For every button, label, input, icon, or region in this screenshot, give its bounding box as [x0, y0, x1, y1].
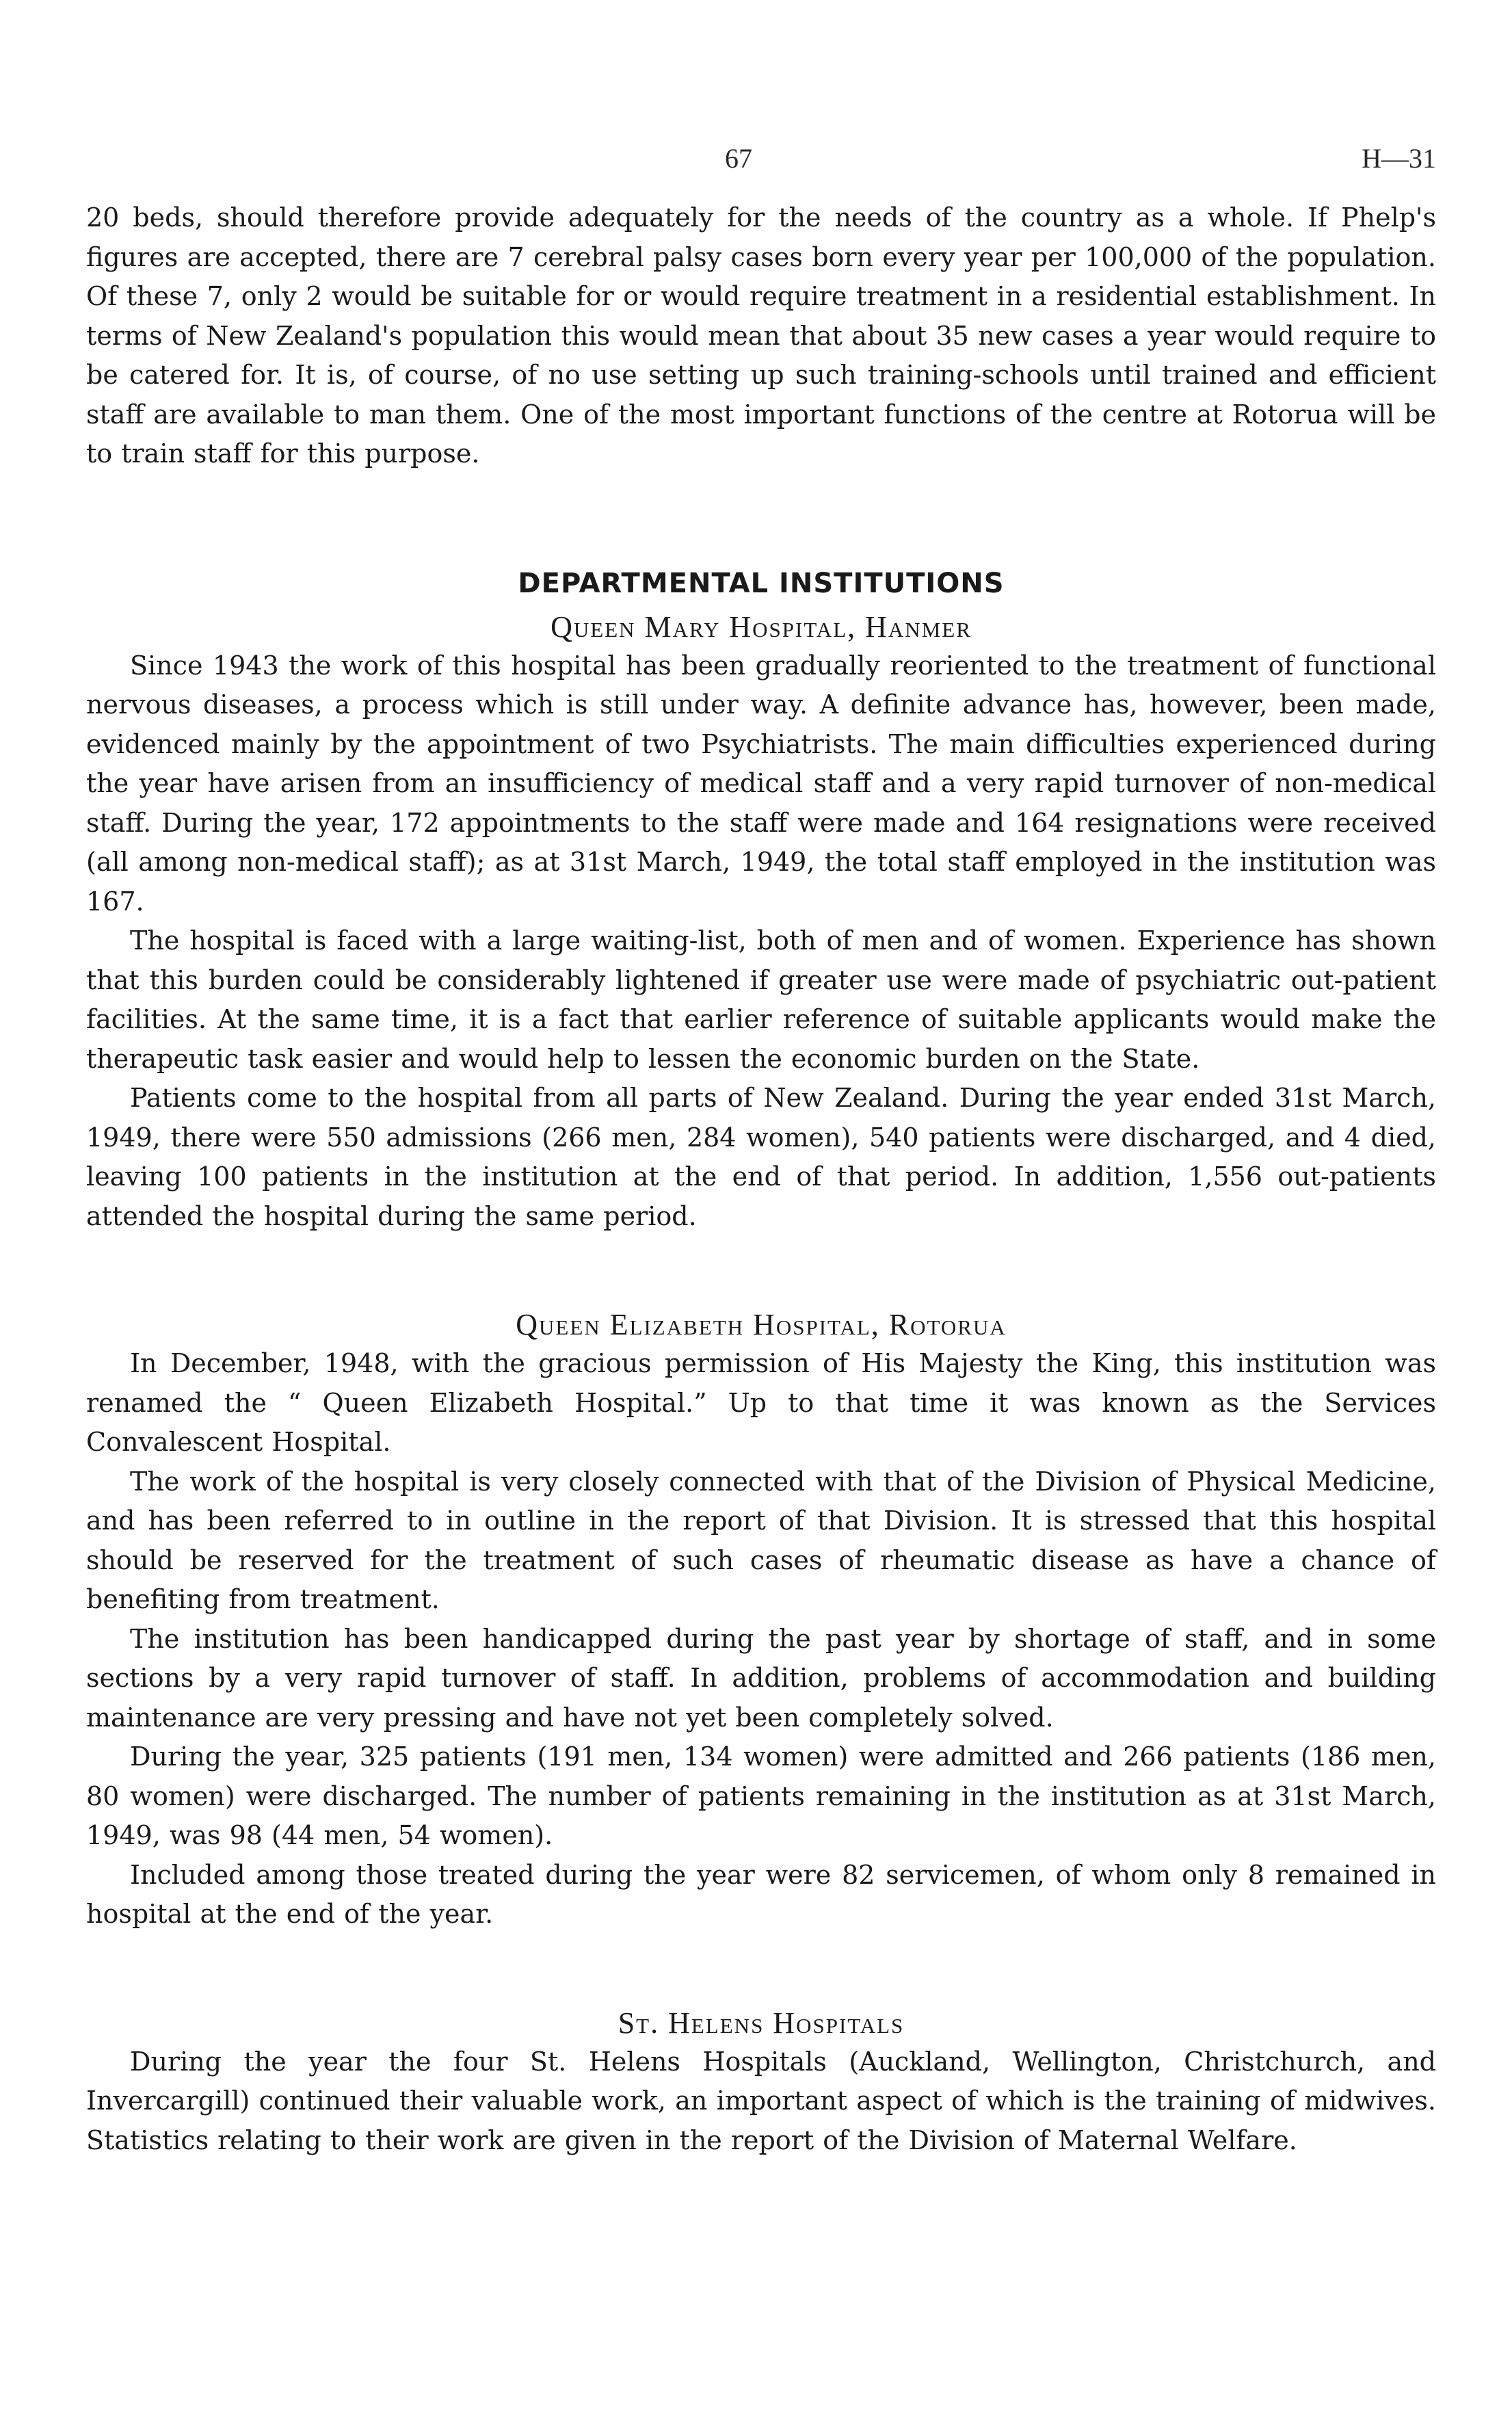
subsection-heading-queen-mary-hospital: Queen Mary Hospital, Hanmer	[551, 609, 972, 644]
paragraph: Included among those treated during the year were 82 servicemen, of whom only 8 remained in hospital at the end of the year.	[86, 1859, 1436, 1929]
paragraph: Since 1943 the work of this hospital has been gradually reoriented to the treatment of functional nervous diseases, a process which is still under way. A definite advance has, however, been made, evidenced mainly by the appointment of two Psychiatrists. The main difficulties experienced during the year have arisen from an insufficiency of medical staff and a very rapid turnover of non-medical staff. During the year, 172 appointments to the staff were made and 164 resignations were received (all among non-medical staff); as at 31st March, 1949, the total staff employed in the institution was 167.	[86, 650, 1436, 917]
page-header	[86, 142, 1436, 183]
paragraph: The institution has been handicapped during the past year by shortage of staff, and in some sections by a very rapid turnover of staff. In addition, problems of accommodation and building maintenance are very pressing and have not yet been completely solved.	[86, 1623, 1436, 1733]
page-content	[86, 198, 1436, 2160]
paragraph: In December, 1948, with the gracious permission of His Majesty the King, this institution was renamed the “ Queen Elizabeth Hospital.” Up to that time it was known as the Services Convalescent Hospital.	[86, 1348, 1436, 1457]
report-code: H—31	[1362, 143, 1436, 174]
subsection-heading-queen-elizabeth-hospital: Queen Elizabeth Hospital, Rotorua	[516, 1308, 1007, 1341]
subsection-heading-st-helens-hospitals: St. Helens Hospitals	[618, 2006, 905, 2040]
paragraph: Patients come to the hospital from all parts of New Zealand. During the year ended 31st March, 1949, there were 550 admissions (266 men, 284 women), 540 patients were discharged, and 4 died, leaving 100 patients in the institution at the end of that period. In addition, 1,556 out-patients attended the hospital during the same period.	[86, 1083, 1436, 1231]
paragraph: During the year the four St. Helens Hospitals (Auckland, Wellington, Christchurch, and Invercargill) continued their valuable work, an important aspect of which is the training of midwives. Statistics relating to their work are given in the report of the Division of Maternal Welfare.	[86, 2046, 1436, 2155]
intro-paragraph: 20 beds, should therefore provide adequately for the needs of the country as a whole. If Phelp's figures are accepted, there are 7 cerebral palsy cases born every year per 100,000 of the population. Of these 7, only 2 would be suitable for or would require treatment in a residential establishment. In terms of New Zealand's population this would mean that about 35 new cases a year would require to be catered for. It is, of course, of no use setting up such training-schools until trained and efficient staff are available to man them. One of the most important functions of the centre at Rotorua will be to train staff for this purpose.	[86, 202, 1436, 469]
paragraph: The hospital is faced with a large waiting-list, both of men and of women. Experience has shown that this burden could be considerably lightened if greater use were made of psychiatric out-patient facilities. At the same time, it is a fact that earlier reference of suitable applicants would make the therapeutic task easier and would help to lessen the economic burden on the State.	[86, 925, 1436, 1074]
section-heading-departmental-institutions: DEPARTMENTAL INSTITUTIONS	[518, 567, 1005, 599]
paragraph: During the year, 325 patients (191 men, 134 women) were admitted and 266 patients (186 men, 80 women) were discharged. The number of patients remaining in the institution as at 31st March, 1949, was 98 (44 men, 54 women).	[86, 1742, 1436, 1850]
paragraph: The work of the hospital is very closely connected with that of the Division of Physical Medicine, and has been referred to in outline in the report of that Division. It is stressed that this hospital should be reserved for the treatment of such cases of rheumatic disease as have a chance of benefiting from treatment.	[86, 1466, 1436, 1614]
page-number: 67	[725, 143, 752, 174]
